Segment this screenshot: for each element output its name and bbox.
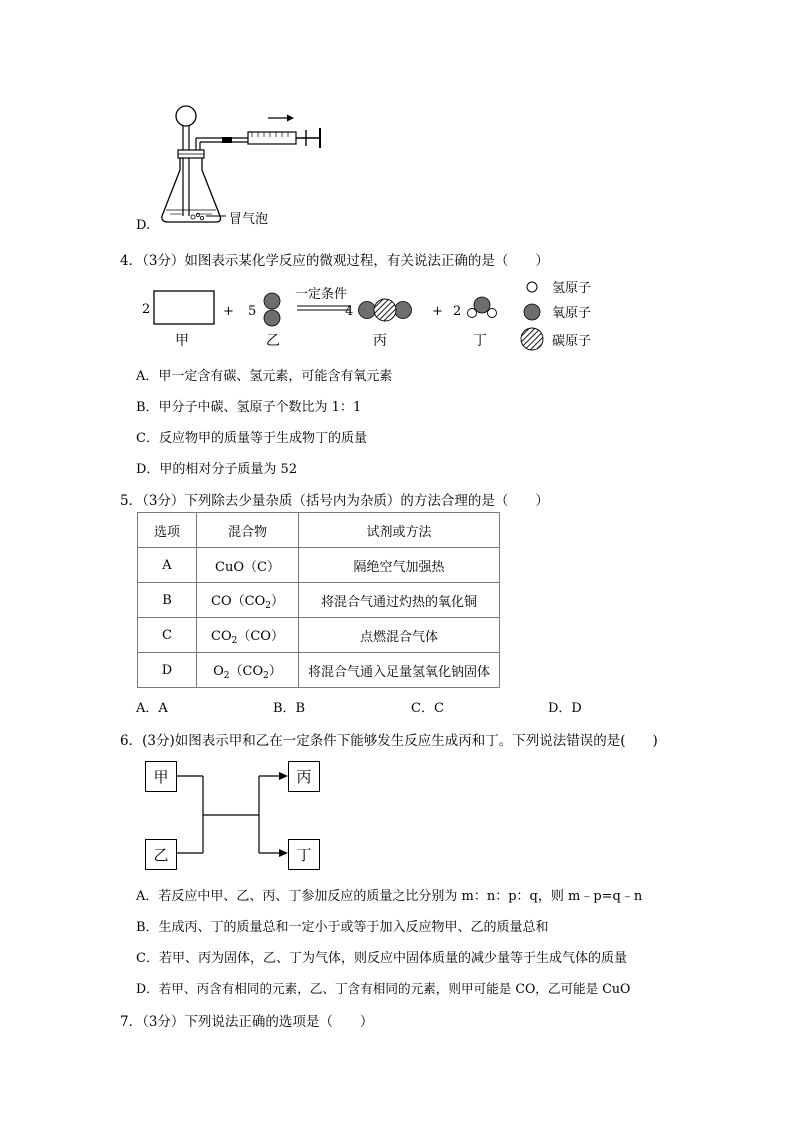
condition-text: 一定条件 [295,287,348,302]
legend-carbon: 碳原子 [552,334,592,349]
carbon-atom [374,299,396,321]
q3-option-d-letter[interactable]: D. [136,218,151,233]
cell-option: A [138,548,197,583]
box-bing: 丙 [288,761,320,792]
cell-method: 点燃混合气体 [299,618,500,653]
coef-jia: 2 [142,302,151,317]
q5-stem: 5．（3分）下列除去少量杂质（括号内为杂质）的方法合理的是（ ） [120,493,549,509]
plus-1: + [223,304,234,319]
q4-option-a[interactable]: A．甲一定含有碳、氢元素，可能含有氧元素 [136,369,393,384]
header-option: 选项 [138,513,197,548]
oxygen-atom [264,293,280,309]
legend-hydrogen: 氢原子 [552,281,592,296]
q6-option-d[interactable]: D．若甲、丙含有相同的元素，乙、丁含有相同的元素，则甲可能是 CO，乙可能是 CuO [136,981,631,996]
label-yi: 乙 [266,333,280,349]
q6-option-c[interactable]: C．若甲、丙为固体，乙、丁为气体，则反应中固体质量的减少量等于生成气体的质量 [136,951,627,966]
cell-mixture: $CO(CO_2)$ [197,583,299,618]
cell-option: D [138,653,197,688]
q6-option-a[interactable]: A．若反应中甲、乙、丙、丁参加反应的质量之比分别为 m：n：p：q，则 m﹣p=q﹣n [136,889,643,904]
table-header-row [138,513,500,548]
q4-option-d[interactable]: D．甲的相对分子质量为 52 [136,462,298,477]
table-row [138,548,500,583]
jia-box [154,291,214,324]
q5-answer-c[interactable]: C．C [411,701,444,716]
q5-table [137,512,500,688]
coef-bing: 4 [345,304,354,319]
oxygen-atom [359,302,376,319]
table-row [138,653,500,688]
oxygen-atom [395,302,412,319]
table-row [138,583,500,618]
box-ding: 丁 [288,839,320,870]
q6-flow-diagram [145,760,325,870]
q4-option-b[interactable]: B．甲分子中碳、氢原子个数比为 1：1 [136,400,362,415]
header-mixture: 混合物 [197,513,299,548]
q6-stem: 6．(3分)如图表示甲和乙在一定条件下能够发生反应生成丙和丁。下列说法错误的是( ) [120,733,658,749]
cell-method: 隔绝空气加强热 [299,548,500,583]
cell-option: B [138,583,197,618]
box-jia: 甲 [145,761,177,792]
q5-answer-b[interactable]: B．B [273,701,306,716]
cell-option: C [138,618,197,653]
cell-mixture: $CO_2(CO)$ [197,618,299,653]
q5-answer-a[interactable]: A．A [136,701,168,716]
legend-oxygen-icon [524,304,540,320]
q7-stem: 7．（3分）下列说法正确的选项是（ ） [120,1014,374,1030]
table-row [138,618,500,653]
oxygen-atom [474,297,490,313]
label-ding: 丁 [473,333,487,349]
header-method: 试剂或方法 [299,513,500,548]
q4-option-c[interactable]: C．反应物甲的质量等于生成物丁的质量 [136,431,367,446]
hydrogen-atom [468,309,477,318]
oxygen-atom [264,310,280,326]
hydrogen-atom [488,309,497,318]
q4-stem: 4．（3分）如图表示某化学反应的微观过程，有关说法正确的是（ ） [120,253,549,269]
label-jia: 甲 [175,333,189,349]
box-yi: 乙 [145,839,177,870]
cell-method: 将混合气通过灼热的氧化铜 [299,583,500,618]
cell-mixture: $O_2(CO_2)$ [197,653,299,688]
cell-method: 将混合气通入足量氢氧化钠固体 [299,653,500,688]
bubble-label: 冒气泡 [229,212,269,227]
coef-ding: 2 [453,304,462,319]
label-bing: 丙 [373,333,387,349]
cell-mixture: CuO（C） [197,548,299,583]
legend-oxygen: 氧原子 [552,306,592,321]
coef-yi: 5 [248,304,257,319]
q5-answer-d[interactable]: D．D [548,701,582,716]
q4-reaction-diagram [135,275,605,355]
legend-hydrogen-icon [527,282,537,292]
q6-option-b[interactable]: B．生成丙、丁的质量总和一定小于或等于加入反应物甲、乙的质量总和 [136,920,549,935]
legend-carbon-icon [521,328,543,350]
plus-2: + [432,304,443,319]
